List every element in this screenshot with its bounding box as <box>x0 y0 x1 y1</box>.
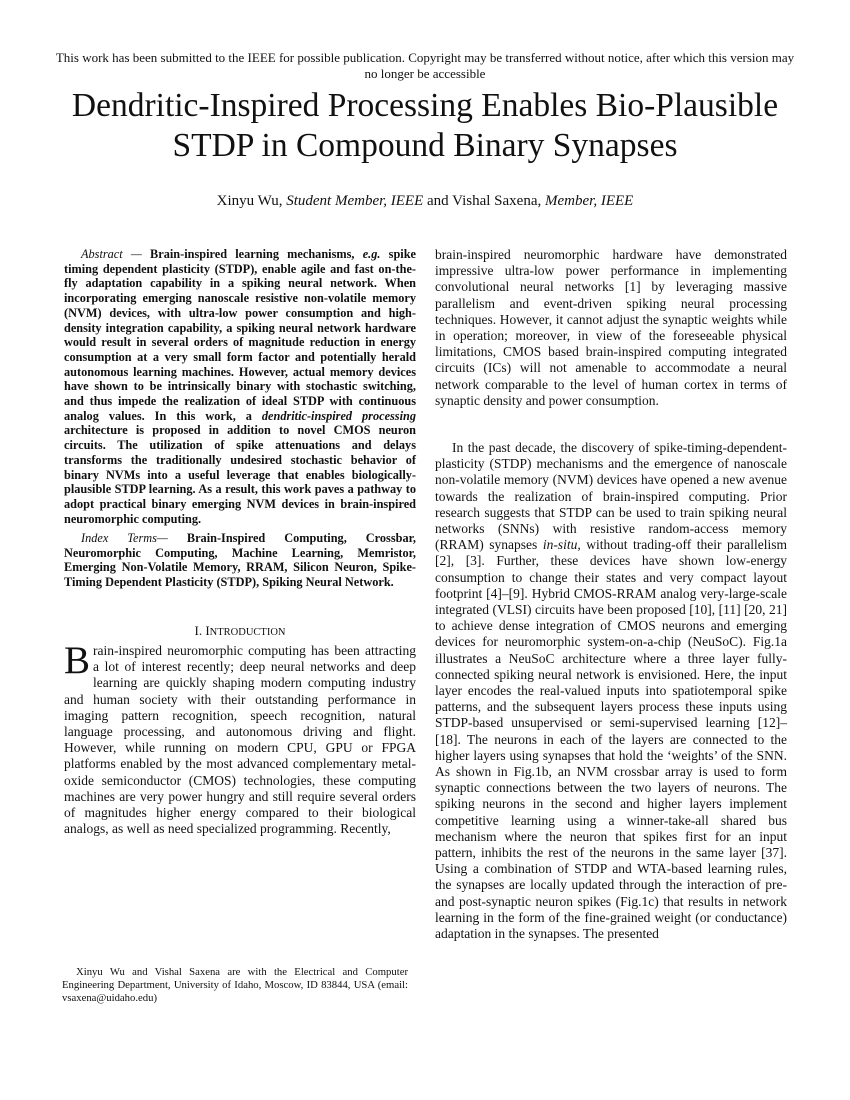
section-title-rest: NTRODUCTION <box>209 627 286 638</box>
author-1: Xinyu Wu, <box>216 193 283 209</box>
index-terms-text: Brain-Inspired Computing, Crossbar, Neuromorphic Computing, Machine Learning, Memristor, Emerging Non-Volatile Memory, RRAM, Silicon Neuron, Spike-Timing Dependent Plasticity (STDP), Spiking Neural Network. <box>64 531 417 590</box>
author-2: Vishal Saxena, <box>452 193 542 209</box>
section-number: I. <box>194 623 203 638</box>
author-affiliation-footnote: Xinyu Wu and Vishal Saxena are with the Electrical and Computer Engineering Department, University of Idaho, Moscow, ID 83844, USA (email: vsaxena@uidaho.edu) <box>62 966 408 1004</box>
introduction-paragraph <box>64 639 416 837</box>
index-terms-label: Index Terms— <box>81 531 168 545</box>
drop-cap: B <box>64 639 91 682</box>
right-para-2-text-b: without trading-off their parallelism [2], [3]. Further, these devices have shown low-energy consumption to change their states and very compact layout footprint [4]–[9]. Hybrid CMOS-RRAM analog very-large-scale integrated (VLSI) circuits have been proposed [10], [11] [20, 21] to achieve dense integration of CMOS neurons and emerging devices for neuromorphic system-on-a-chip (NeuSoC). Fig.1a illustrates a NeuSoC architecture where a three layer fully-connected spiking neural network is envisioned. Here, the input layer encodes the real-valued inputs into spatiotemporal spike patterns, and the subsequent layers process these inputs using STDP-based unsupervised or semi-supervised learning [12]–[18]. The neurons in each of the layers are connected to the higher layers using synapses that hold the ‘weights’ of the SNN. As shown in Fig.1b, an NVM crossbar array is used to form synaptic connections between the two layers of neurons. The spiking neurons in the second and higher layers implement competitive learning using a winner-take-all shared bus mechanism where the neuron that spikes first for an input pattern, inhibits the rest of the neurons in the same layer [37]. Using a combination of STDP and WTA-based learning rules, the synapses are locally updated through the interaction of pre- and post-synaptic neuron spikes (Fig.1c) that results in network learning in the form of the fine-grained weight (or conductance) adaptation in the synapses. The presented <box>435 537 788 942</box>
in-situ-term: in-situ, <box>542 537 581 553</box>
abstract-eg: e.g. <box>362 247 381 261</box>
submission-notice: This work has been submitted to the IEEE for possible publication. Copyright may be transferred without notice, after which this version may no longer be accessible <box>55 50 795 81</box>
index-terms <box>64 531 416 590</box>
right-column-paragraph-2 <box>435 440 787 942</box>
author-1-role: Student Member, IEEE <box>286 193 424 209</box>
section-heading-introduction <box>64 623 416 639</box>
intro-text: rain-inspired neuromorphic computing has been attracting a lot of interest recently; deep neural networks and deep learning are quickly shaping modern computing industry and human society with their outstanding performance in imaging pattern recognition, speech recognition, natural language processing, and autonomous driving and flight. However, while running on modern CPU, GPU or FPGA platforms enabled by the most advanced complementary metal-oxide semiconductor (CMOS) technologies, these computing machines are very power hungry and still require several orders of magnitudes higher energy compared to their biological analogs, as well as need specialized programming. Recently, <box>64 643 416 837</box>
abstract-text-a: Brain-inspired learning mechanisms, <box>150 247 355 261</box>
author-line <box>60 193 790 210</box>
abstract-text-b: spike timing dependent plasticity (STDP), enable agile and fast on-the-fly adaptation capability in a spiking neural network. When incorporating emerging nanoscale resistive non-volatile memory (NVM) devices, with ultra-low power consumption and high-density integration capability, a spiking neural network hardware would result in several orders of magnitude reduction in energy consumption at a very small form factor and potentially herald autonomous learning machines. However, actual memory devices have shown to be intrinsically binary with stochastic switching, and thus impede the realization of ideal STDP with continuous analog values. In this work, a <box>64 247 417 423</box>
right-column-paragraph-1 <box>435 247 787 409</box>
abstract-label: Abstract — <box>81 247 142 261</box>
abstract <box>64 247 416 526</box>
right-para-2-text-a: In the past decade, the discovery of spike-timing-dependent-plasticity (STDP) mechanisms and the emergence of nanoscale non-volatile memory (NVM) devices have opened a new avenue towards the realization of brain-inspired computing. Prior research suggests that STDP can be used to train spiking neural networks (SNNs) with resistive random-access memory (RRAM) synapses <box>435 440 787 553</box>
right-para-1-text: brain-inspired neuromorphic hardware have demonstrated impressive ultra-low power performance in implementing convolutional neural networks [1] by leveraging massive parallelism and event-driven spiking neural processing techniques. However, it cannot adjust the synaptic weights while in operation; moreover, in view of the foreseeable physical limitations, CMOS based brain-inspired computing integrated circuits (ICs) will not amenable to accommodate a neural network comparable to the level of human cortex in terms of synaptic density and power consumption. <box>435 247 787 408</box>
author-2-role: Member, IEEE <box>545 193 634 209</box>
abstract-dendritic-term: dendritic-inspired processing <box>261 408 416 423</box>
paper-title: Dendritic-Inspired Processing Enables Bio-Plausible STDP in Compound Binary Synapses <box>71 87 779 164</box>
abstract-text-c: architecture is proposed in addition to novel CMOS neuron circuits. The utilization of spike attenuations and delays transforms the traditionally undesired stochastic behavior of binary NVMs into a useful leverage that enables biologically-plausible STDP learning. As a result, this work paves a pathway to adopt practical binary emerging NVM devices in brain-inspired neuromorphic computing. <box>64 423 416 526</box>
section-title-initial: I <box>205 623 210 638</box>
author-conjunction: and <box>427 193 449 209</box>
